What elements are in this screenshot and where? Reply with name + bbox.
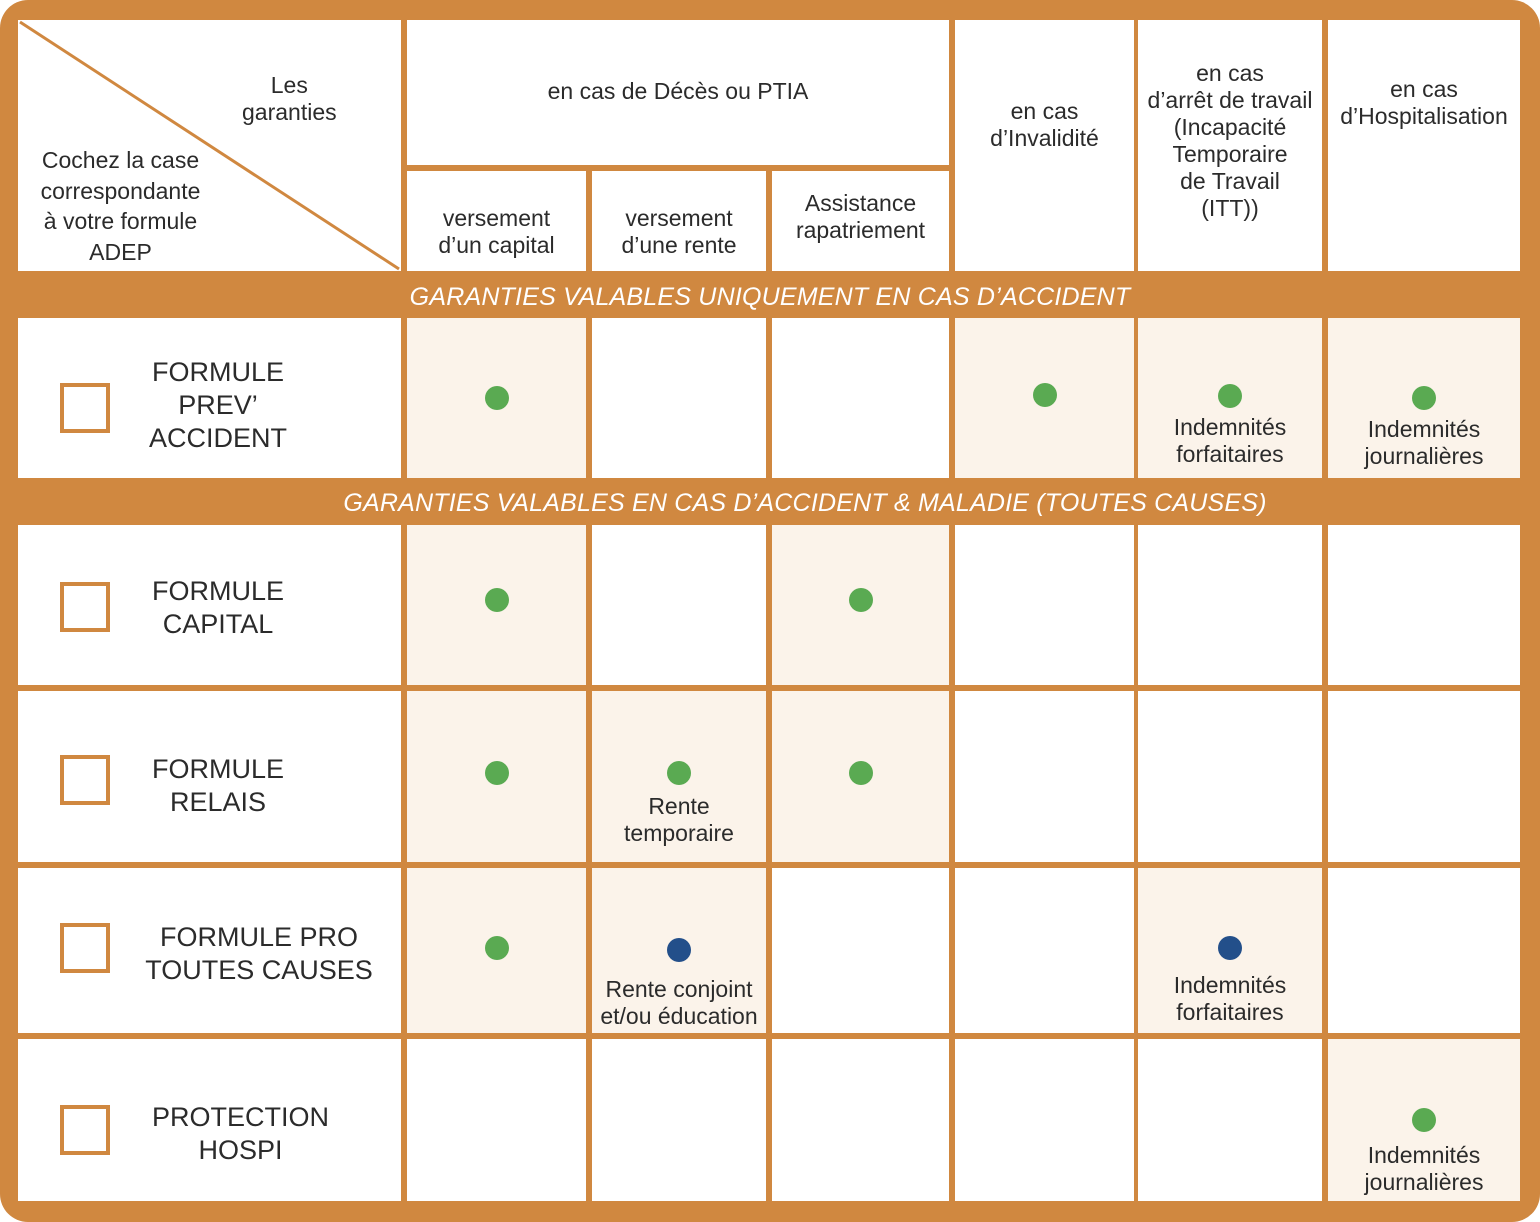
row2-assistance-cell bbox=[772, 525, 949, 685]
included-dot-icon bbox=[1218, 384, 1242, 408]
header-versement-rente: versement d’une rente bbox=[592, 171, 766, 271]
checkbox-protection-hospi[interactable] bbox=[60, 1105, 110, 1155]
row3-capital-cell bbox=[407, 691, 586, 862]
row2-rente-cell bbox=[592, 525, 766, 685]
row4-label-cell bbox=[18, 868, 401, 1033]
band-accident-only: GARANTIES VALABLES UNIQUEMENT EN CAS D’ACCIDENT bbox=[409, 282, 1131, 311]
formula-label-capital: FORMULE CAPITAL bbox=[151, 576, 284, 639]
row4-assistance-cell bbox=[772, 868, 949, 1033]
header-hospitalisation: en cas d’Hospitalisation bbox=[1328, 20, 1520, 271]
note-indemnites-journalieres: Indemnités journalières bbox=[1364, 416, 1484, 469]
row4-rente-cell bbox=[592, 868, 766, 1033]
header-deces-ptia: en cas de Décès ou PTIA bbox=[407, 20, 949, 165]
row4-invalidite-cell bbox=[955, 868, 1134, 1033]
checkbox-prev-accident[interactable] bbox=[60, 383, 110, 433]
included-dot-icon bbox=[485, 386, 509, 410]
row5-label-cell bbox=[18, 1039, 401, 1201]
row1-rente-cell bbox=[592, 318, 766, 478]
included-dot-icon bbox=[485, 761, 509, 785]
row5-capital-cell bbox=[407, 1039, 586, 1201]
included-dot-icon bbox=[1033, 383, 1057, 407]
formula-label-prev-accident: FORMULE PREV’ ACCIDENT bbox=[148, 357, 287, 453]
header-arret-travail: en cas d’arrêt de travail (Incapacité Temporaire de Travail (ITT)) bbox=[1138, 20, 1322, 271]
included-dot-icon bbox=[849, 588, 873, 612]
formula-label-pro-toutes-causes: FORMULE PRO TOUTES CAUSES bbox=[145, 922, 373, 985]
row5-rente-cell bbox=[592, 1039, 766, 1201]
note-rente-conjoint-education: Rente conjoint et/ou éducation bbox=[600, 976, 758, 1029]
included-dot-icon bbox=[1412, 1108, 1436, 1132]
included-dot-icon bbox=[849, 761, 873, 785]
row1-label-cell bbox=[18, 318, 401, 478]
row3-rente-cell bbox=[592, 691, 766, 862]
formula-label-relais: FORMULE RELAIS bbox=[151, 754, 284, 817]
header-invalidite: en cas d’Invalidité bbox=[955, 20, 1134, 271]
row5-assistance-cell bbox=[772, 1039, 949, 1201]
row3-hospitalisation-cell bbox=[1328, 691, 1520, 862]
row1-assistance-cell bbox=[772, 318, 949, 478]
note-rente-temporaire: Rente temporaire bbox=[624, 793, 734, 846]
formula-label-protection-hospi: PROTECTION HOSPI bbox=[151, 1102, 329, 1165]
note-indemnites-forfaitaires: Indemnités forfaitaires bbox=[1173, 414, 1287, 467]
row2-invalidite-cell bbox=[955, 525, 1134, 685]
row3-assistance-cell bbox=[772, 691, 949, 862]
included-dot-icon bbox=[485, 588, 509, 612]
included-dot-icon bbox=[1412, 386, 1436, 410]
row5-arret-cell bbox=[1138, 1039, 1322, 1201]
row1-hospitalisation-cell bbox=[1328, 318, 1520, 478]
corner-header-cell bbox=[18, 20, 401, 271]
band-all-causes: GARANTIES VALABLES EN CAS D’ACCIDENT & MALADIE (TOUTES CAUSES) bbox=[343, 488, 1267, 517]
header-assistance-rapatriement: Assistance rapatriement bbox=[772, 171, 949, 271]
included-dot-icon bbox=[667, 761, 691, 785]
row5-invalidite-cell bbox=[955, 1039, 1134, 1201]
row1-invalidite-cell bbox=[955, 318, 1134, 478]
checkbox-capital[interactable] bbox=[60, 582, 110, 632]
row2-arret-cell bbox=[1138, 525, 1322, 685]
row3-label-cell bbox=[18, 691, 401, 862]
corner-instruction-label: Cochez la case correspondante à votre formule ADEP bbox=[40, 147, 201, 265]
included-blue-dot-icon bbox=[1218, 936, 1242, 960]
checkbox-pro-toutes-causes[interactable] bbox=[60, 923, 110, 973]
row2-hospitalisation-cell bbox=[1328, 525, 1520, 685]
note-indemnites-journalieres: Indemnités journalières bbox=[1364, 1142, 1484, 1195]
row4-hospitalisation-cell bbox=[1328, 868, 1520, 1033]
checkbox-relais[interactable] bbox=[60, 755, 110, 805]
row2-capital-cell bbox=[407, 525, 586, 685]
row2-label-cell bbox=[18, 525, 401, 685]
row3-arret-cell bbox=[1138, 691, 1322, 862]
row4-arret-cell bbox=[1138, 868, 1322, 1033]
included-dot-icon bbox=[485, 936, 509, 960]
note-indemnites-forfaitaires: Indemnités forfaitaires bbox=[1173, 972, 1287, 1025]
row4-capital-cell bbox=[407, 868, 586, 1033]
row5-hospitalisation-cell bbox=[1328, 1039, 1520, 1201]
header-versement-capital: versement d’un capital bbox=[407, 171, 586, 271]
corner-guarantees-label: Les garanties bbox=[242, 72, 337, 125]
row1-arret-cell bbox=[1138, 318, 1322, 478]
included-blue-dot-icon bbox=[667, 938, 691, 962]
row3-invalidite-cell bbox=[955, 691, 1134, 862]
row1-capital-cell bbox=[407, 318, 586, 478]
